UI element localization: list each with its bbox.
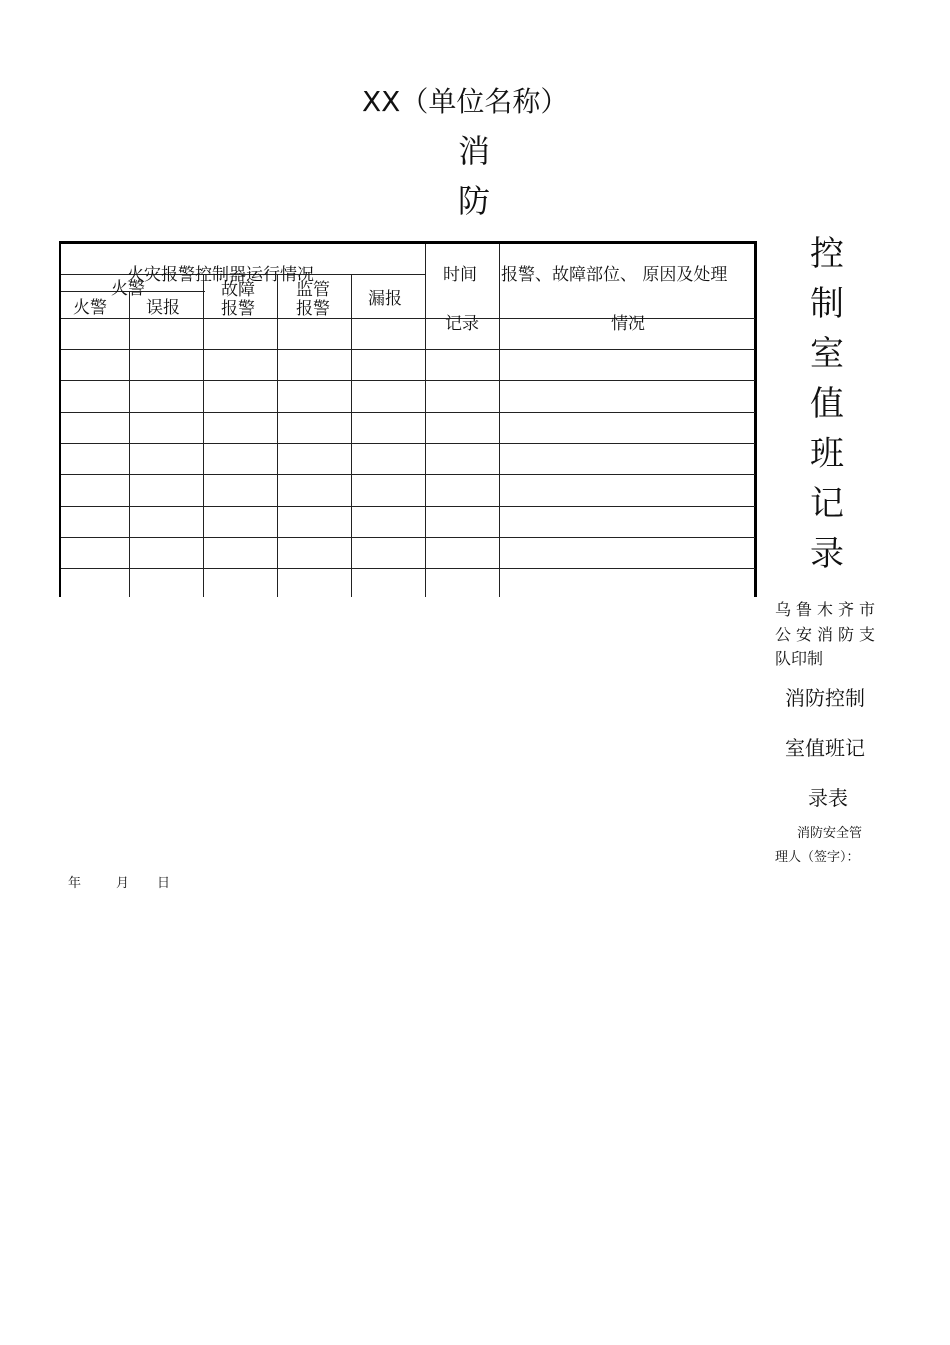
form-name-line3: 录表 (808, 786, 848, 810)
col-line (425, 244, 426, 597)
manager-label-line1: 消防安全管 (797, 826, 863, 841)
issuer-line1: 乌鲁木齐市 (775, 600, 881, 619)
vertical-title-char: 控 (810, 234, 844, 274)
row-line (61, 537, 755, 538)
vertical-title-char: 制 (810, 284, 844, 324)
row-line (61, 443, 755, 444)
row-line (61, 506, 755, 507)
group-header: 火灾报警控制器运行情况 (127, 265, 314, 285)
vertical-title-char: 记 (810, 484, 844, 524)
row-line (61, 349, 755, 350)
date-day: 日 (157, 876, 171, 891)
unit-title: XX（单位名称） (362, 85, 569, 118)
col-missed: 漏报 (368, 289, 402, 309)
duty-record-table (59, 241, 757, 597)
col-fire-alarm: 火警 (73, 298, 107, 318)
form-name-line1: 消防控制 (785, 686, 865, 710)
vertical-title-char: 值 (810, 384, 844, 424)
col-false-alarm: 误报 (146, 298, 180, 318)
row-line (61, 412, 755, 413)
header-bottom-line (61, 318, 755, 319)
col-detail-line2: 情况 (611, 314, 645, 334)
issuer-line2: 公安消防支 (775, 625, 881, 644)
fire-alarm-group-header: 火警 (111, 279, 145, 299)
date-month: 月 (116, 876, 130, 891)
title-char-xiao: 消 (458, 132, 491, 170)
row-line (61, 474, 755, 475)
col-fault-line2: 报警 (221, 299, 255, 319)
row-line (61, 380, 755, 381)
col-line (499, 244, 500, 597)
col-time-line1: 时间 (443, 265, 477, 285)
vertical-title-char: 班 (810, 434, 844, 474)
vertical-title-char: 室 (810, 334, 844, 374)
col-supervise-line2: 报警 (296, 299, 330, 319)
col-time-line2: 记录 (445, 314, 479, 334)
date-year: 年 (68, 876, 82, 891)
col-line (277, 274, 278, 597)
row-line (61, 568, 755, 569)
col-line (203, 274, 204, 597)
col-line (351, 274, 352, 597)
col-supervise-line1: 监管 (296, 280, 330, 300)
col-detail-line1: 报警、故障部位、 原因及处理 (501, 265, 728, 285)
title-char-fang: 防 (458, 182, 491, 220)
form-name-line2: 室值班记 (785, 736, 865, 760)
manager-label-line2: 理人（签字）： (775, 850, 860, 865)
col-line (129, 291, 130, 597)
vertical-title-char: 录 (810, 534, 844, 574)
issuer-line3: 队印制 (775, 649, 824, 668)
col-fault-line1: 故障 (221, 280, 255, 300)
